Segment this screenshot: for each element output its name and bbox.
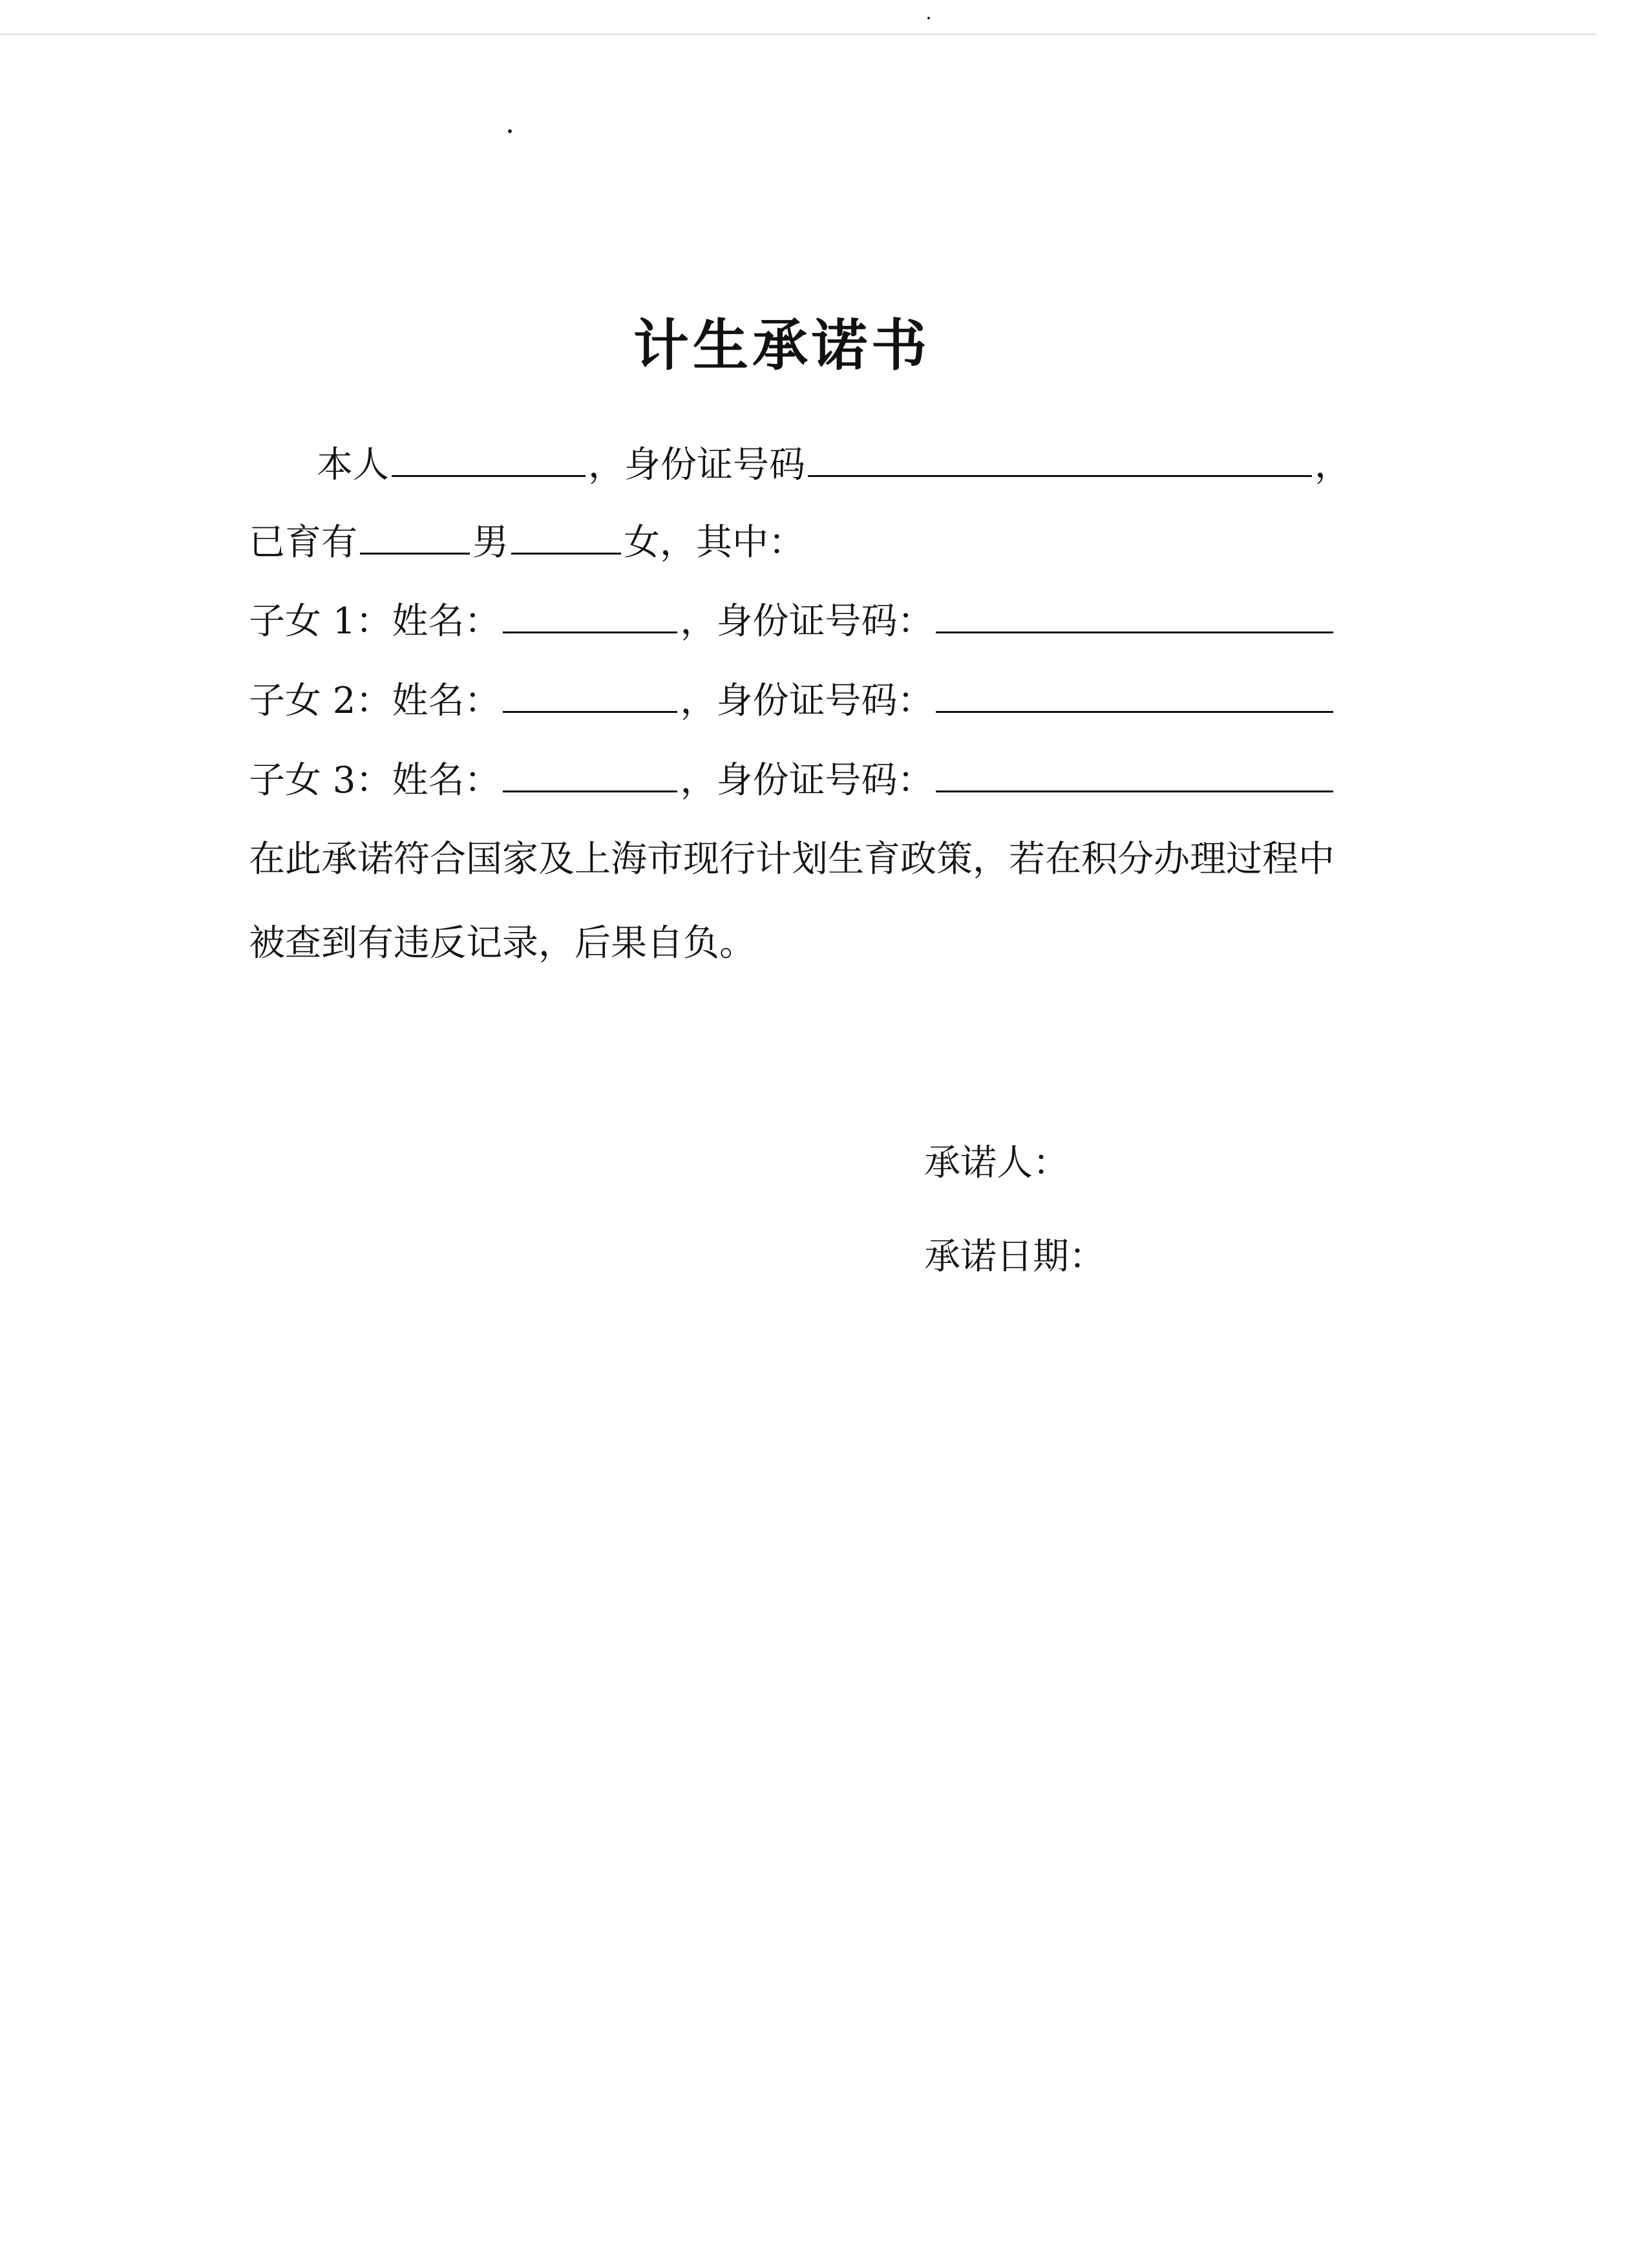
- child-3-name-label: 子女 3：姓名：: [249, 759, 501, 801]
- male-label: 男: [472, 522, 509, 564]
- child-3-id-label: ，身份证号码：: [680, 759, 934, 801]
- child-1-id-label: ，身份证号码：: [680, 600, 934, 642]
- child-line-3: [249, 755, 1336, 807]
- child-line-1: [249, 596, 1336, 648]
- statement-line-2: 被查到有违反记录，后果自负。: [249, 922, 755, 964]
- child-1-name-blank[interactable]: [503, 598, 677, 633]
- children-count-label: 已育有: [249, 522, 357, 564]
- male-count-blank[interactable]: [360, 519, 470, 555]
- promisor-label: 承诺人：: [924, 1142, 1069, 1184]
- statement-line-1: 在此承诺符合国家及上海市现行计划生育政策，若在积分办理过程中: [249, 838, 1335, 880]
- child-line-2: [249, 675, 1336, 727]
- self-info-line: [317, 440, 1351, 491]
- child-1-name-label: 子女 1：姓名：: [249, 600, 501, 642]
- self-label: 本人: [317, 444, 389, 486]
- document-title: 计生承诺书: [633, 313, 931, 378]
- child-3-id-blank[interactable]: [936, 757, 1333, 792]
- self-line-suffix: ，: [1315, 444, 1351, 486]
- self-id-blank[interactable]: [808, 441, 1312, 477]
- child-1-id-blank[interactable]: [936, 598, 1333, 633]
- female-label: 女，其中：: [624, 522, 805, 564]
- child-2-id-blank[interactable]: [936, 677, 1333, 713]
- scan-speck: [927, 17, 930, 19]
- scan-speck: [508, 129, 512, 133]
- child-2-name-blank[interactable]: [503, 677, 677, 713]
- child-2-id-label: ，身份证号码：: [680, 680, 934, 722]
- child-2-name-label: 子女 2：姓名：: [249, 680, 501, 722]
- self-id-label: ，身份证号码: [588, 444, 805, 486]
- self-name-blank[interactable]: [392, 441, 586, 477]
- child-3-name-blank[interactable]: [503, 757, 677, 792]
- scan-edge-line: [0, 34, 1596, 35]
- promise-date-label: 承诺日期：: [924, 1236, 1105, 1278]
- female-count-blank[interactable]: [511, 519, 621, 555]
- children-count-line: [249, 517, 805, 569]
